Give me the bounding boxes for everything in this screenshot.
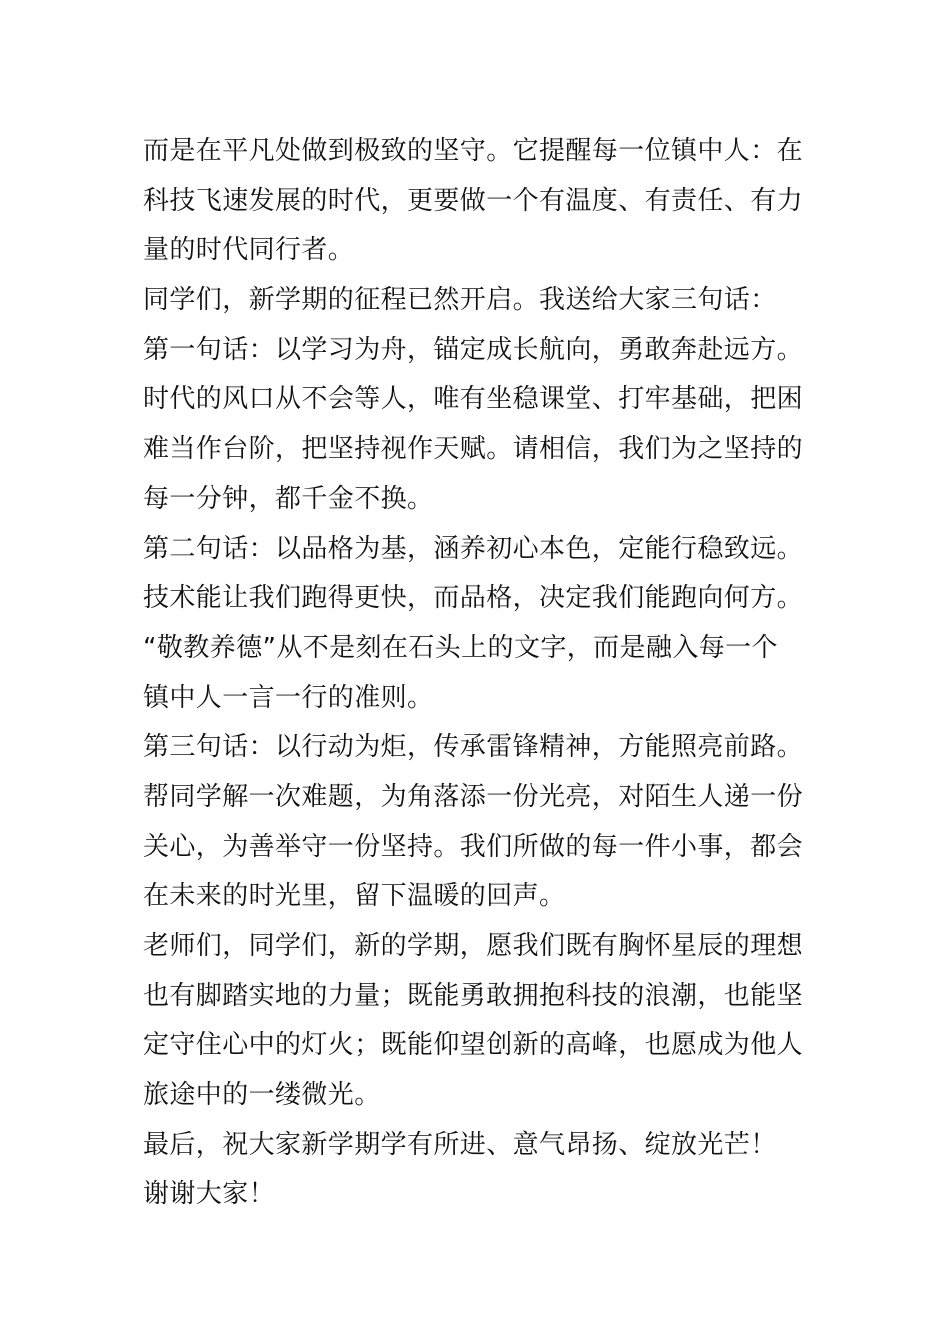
text-line: 量的时代同行者。 bbox=[143, 235, 355, 266]
text-line: 技术能让我们跑得更快，而品格，决定我们能跑向何方。 bbox=[143, 583, 804, 614]
text-line: 最后，祝大家新学期学有所进、意气昂扬、绽放光芒！ bbox=[143, 1129, 777, 1160]
text-line: 而是在平凡处做到极致的坚守。它提醒每一位镇中人：在 bbox=[143, 136, 804, 166]
speech-text bbox=[143, 127, 813, 1220]
text-line: 旅途中的一缕微光。 bbox=[143, 1080, 381, 1111]
text-line: 第二句话：以品格为基，涵养初心本色，定能行稳致远。 bbox=[143, 533, 804, 564]
text-line: 难当作台阶，把坚持视作天赋。请相信，我们为之坚持的 bbox=[143, 434, 804, 465]
text-line: 第三句话：以行动为炬，传承雷锋精神，方能照亮前路。 bbox=[143, 732, 804, 763]
text-line: 科技飞速发展的时代，更要做一个有温度、有责任、有力 bbox=[143, 185, 804, 216]
text-line: 同学们，新学期的征程已然开启。我送给大家三句话： bbox=[143, 285, 777, 316]
text-line: “敬教养德”从不是刻在石头上的文字，而是融入每一个 bbox=[143, 632, 778, 663]
text-line: 帮同学解一次难题，为角落添一份光亮，对陌生人递一份 bbox=[143, 781, 804, 812]
text-line: 谢谢大家！ bbox=[143, 1179, 276, 1210]
text-line: 在未来的时光里，留下温暖的回声。 bbox=[143, 881, 566, 912]
text-line: 镇中人一言一行的准则。 bbox=[143, 682, 434, 713]
text-line: 每一分钟，都千金不换。 bbox=[143, 483, 434, 514]
text-line: 也有脚踏实地的力量；既能勇敢拥抱科技的浪潮，也能坚 bbox=[143, 980, 804, 1011]
text-line: 第一句话：以学习为舟，锚定成长航向，勇敢奔赴远方。 bbox=[143, 334, 804, 365]
text-line: 时代的风口从不会等人，唯有坐稳课堂、打牢基础，把困 bbox=[143, 384, 804, 415]
text-line: 老师们，同学们，新的学期，愿我们既有胸怀星辰的理想 bbox=[143, 931, 804, 961]
text-line: 定守住心中的灯火；既能仰望创新的高峰，也愿成为他人 bbox=[143, 1030, 804, 1061]
text-line: 关心，为善举守一份坚持。我们所做的每一件小事，都会 bbox=[143, 831, 804, 862]
